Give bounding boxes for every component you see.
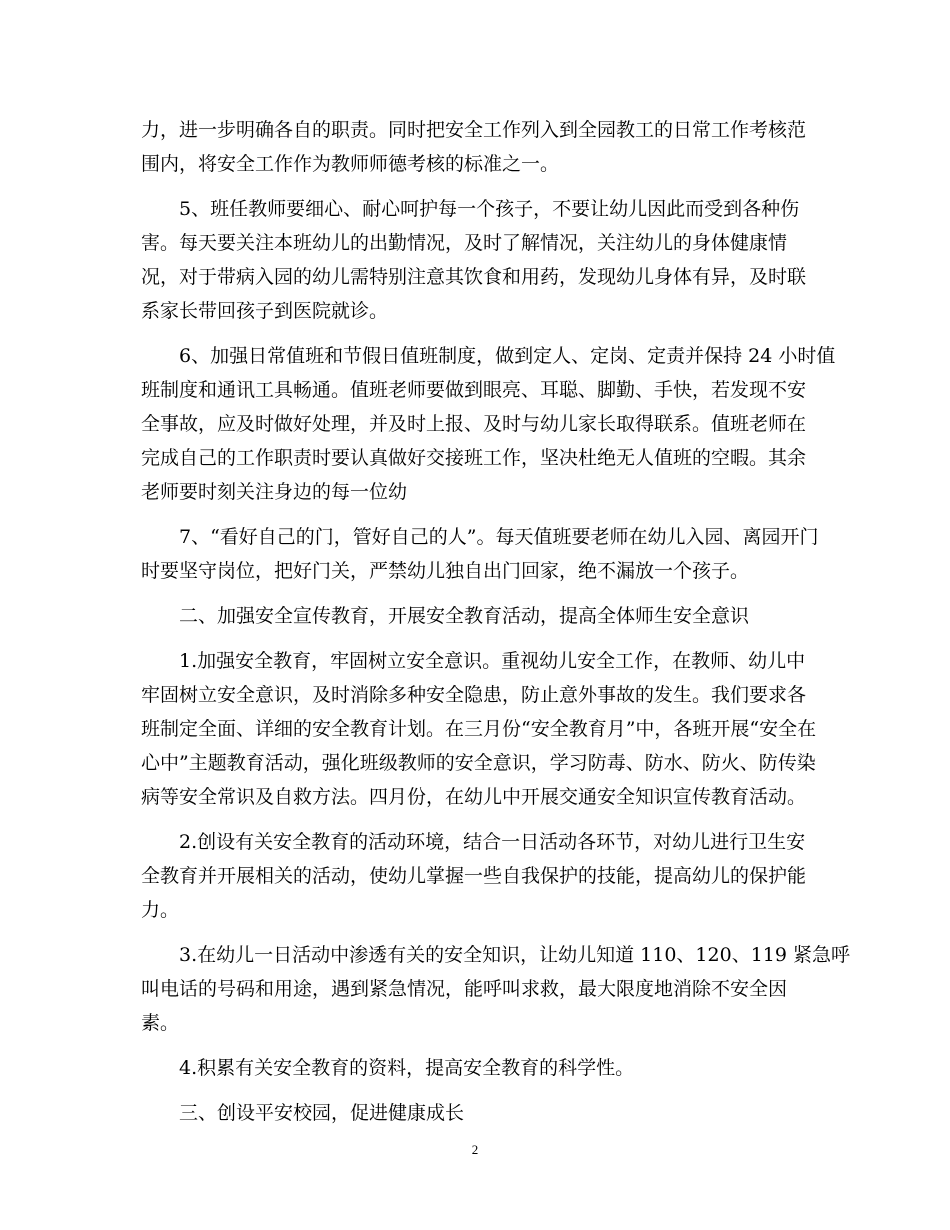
text-line: 4.积累有关安全教育的资料，提高安全教育的科学性。 (179, 1057, 635, 1079)
text-line: 7、“看好自己的门，管好自己的人”。每天值班要老师在幼儿入园、离园开门 (179, 526, 819, 548)
text-line: 病等安全常识及自救方法。四月份，在幼儿中开展交通安全知识宣传教育活动。 (141, 786, 807, 808)
text-line: 时要坚守岗位，把好门关，严禁幼儿独自出门回家，绝不漏放一个孩子。 (141, 560, 750, 582)
text-line: 全事故，应及时做好处理，并及时上报、及时与幼儿家长取得联系。值班老师在 (141, 413, 807, 435)
text-line: 素。 (141, 1012, 180, 1034)
text-line: 心中”主题教育活动，强化班级教师的安全意识，学习防毒、防水、防火、防传染 (141, 752, 816, 774)
text-line: 系家长带回孩子到医院就诊。 (141, 300, 389, 322)
text-line: 5、班任教师要细心、耐心呵护每一个孩子，不要让幼儿因此而受到各种伤 (179, 198, 800, 220)
text-line: 6、加强日常值班和节假日值班制度，做到定人、定岗、定责并保持 24 小时值 (179, 345, 836, 367)
text-line: 力，进一步明确各自的职责。同时把安全工作列入到全园教工的日常工作考核范 (141, 119, 807, 141)
text-line: 3.在幼儿一日活动中渗透有关的安全知识，让幼儿知道 110、120、119 紧急呼 (179, 944, 851, 966)
document-body (141, 113, 851, 1130)
text-line: 班制定全面、详细的安全教育计划。在三月份“安全教育月”中，各班开展“安全在 (141, 718, 817, 740)
section-heading: 三、创设平安校园，促进健康成长 (179, 1102, 465, 1124)
text-line: 害。每天要关注本班幼儿的出勤情况，及时了解情况，关注幼儿的身体健康情 (141, 232, 788, 254)
page-number: 2 (471, 1142, 479, 1157)
text-line: 1.加强安全教育，牢固树立安全意识。重视幼儿安全工作，在教师、幼儿中 (179, 650, 806, 672)
text-line: 老师要时刻关注身边的每一位幼 (141, 481, 408, 503)
section-heading: 二、加强安全宣传教育，开展安全教育活动，提高全体师生安全意识 (179, 605, 750, 627)
text-line: 叫电话的号码和用途，遇到紧急情况，能呼叫求救，最大限度地消除不安全因 (141, 978, 788, 1000)
text-line: 2.创设有关安全教育的活动环境，结合一日活动各环节，对幼儿进行卫生安 (179, 831, 806, 853)
text-line: 况，对于带病入园的幼儿需特别注意其饮食和用药，发现幼儿身体有异，及时联 (141, 266, 807, 288)
text-line: 全教育并开展相关的活动，使幼儿掌握一些自我保护的技能，提高幼儿的保护能 (141, 865, 807, 887)
text-line: 完成自己的工作职责时要认真做好交接班工作，坚决杜绝无人值班的空暇。其余 (141, 447, 807, 469)
text-line: 牢固树立安全意识，及时消除多种安全隐患，防止意外事故的发生。我们要求各 (141, 684, 807, 706)
text-line: 班制度和通讯工具畅通。值班老师要做到眼亮、耳聪、脚勤、手快，若发现不安 (141, 379, 807, 401)
text-line: 围内，将安全工作作为教师师德考核的标准之一。 (141, 153, 560, 175)
text-line: 力。 (141, 899, 180, 921)
